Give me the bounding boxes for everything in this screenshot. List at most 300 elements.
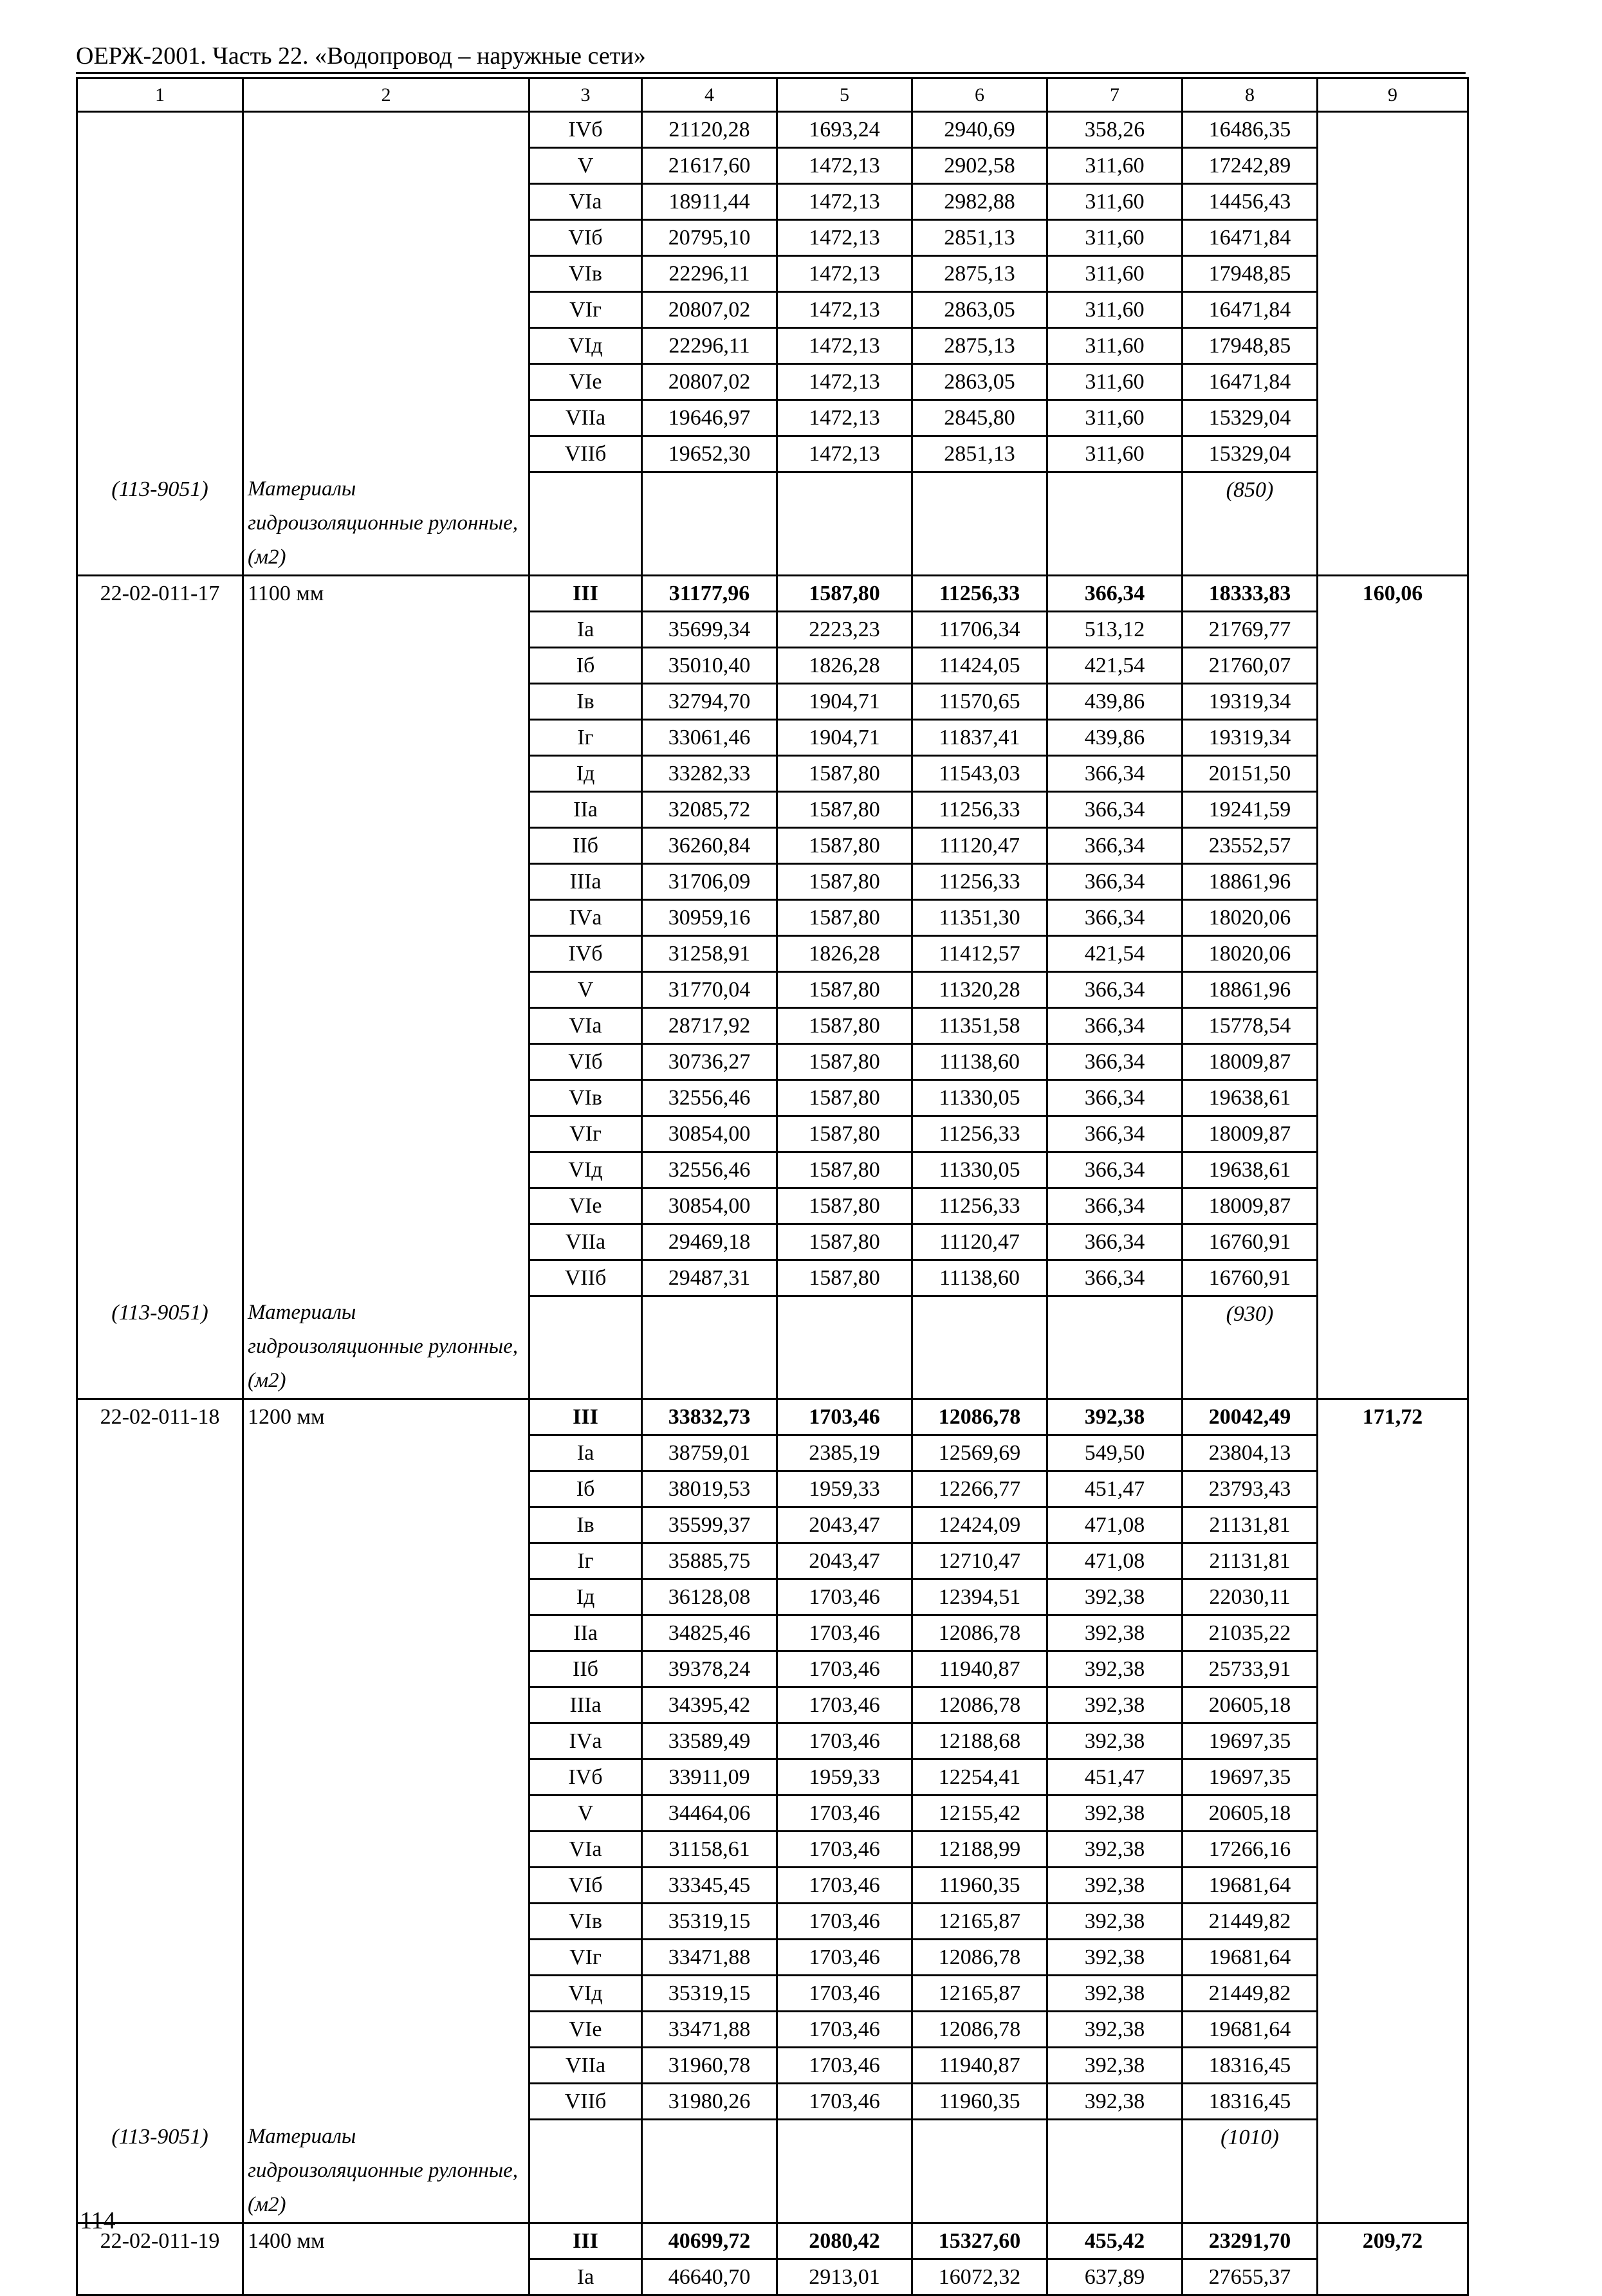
wages-cell: 1587,80	[777, 899, 912, 935]
wages-cell: 1587,80	[777, 1116, 912, 1152]
zone-cell: IVа	[529, 899, 642, 935]
description-cell	[243, 827, 529, 863]
wages-cell: 1703,46	[777, 1940, 912, 1976]
code-cell	[77, 112, 243, 148]
table-row	[77, 2048, 1468, 2084]
machines-cell: 11412,57	[912, 935, 1047, 971]
zone-cell: IVб	[529, 935, 642, 971]
zone-cell	[529, 2120, 642, 2223]
column-header-2: 2	[243, 78, 529, 112]
code-cell	[77, 2259, 243, 2295]
description-cell: 1100 мм	[243, 575, 529, 611]
table-row	[77, 184, 1468, 220]
wages-cell: 1587,80	[777, 791, 912, 827]
labor-cell	[1318, 1759, 1468, 1795]
code-cell	[77, 1471, 243, 1507]
machinist-wages-cell: 513,12	[1047, 611, 1183, 647]
zone-cell: VIб	[529, 1868, 642, 1904]
zone-cell: VIг	[529, 292, 642, 328]
labor-cell	[1318, 1795, 1468, 1832]
code-cell	[77, 148, 243, 184]
machines-cell: 12188,99	[912, 1832, 1047, 1868]
total-cost-cell: 22296,11	[642, 256, 777, 292]
description-cell	[243, 436, 529, 472]
materials-cell: 18861,96	[1183, 863, 1318, 899]
zone-cell: VIд	[529, 1152, 642, 1188]
materials-cell: 16760,91	[1183, 1260, 1318, 1296]
labor-cell	[1318, 1904, 1468, 1940]
table-row	[77, 2084, 1468, 2120]
materials-cell: (850)	[1183, 472, 1318, 576]
labor-cell	[1318, 1471, 1468, 1507]
code-cell	[77, 827, 243, 863]
machinist-wages-cell: 366,34	[1047, 575, 1183, 611]
description-cell	[243, 1152, 529, 1188]
materials-cell: 23552,57	[1183, 827, 1318, 863]
machinist-wages-cell: 455,42	[1047, 2223, 1183, 2259]
description-cell	[243, 1940, 529, 1976]
materials-cell: 23804,13	[1183, 1435, 1318, 1471]
materials-cell: 21769,77	[1183, 611, 1318, 647]
wages-cell: 1587,80	[777, 575, 912, 611]
column-header-4: 4	[642, 78, 777, 112]
zone-cell: VIIа	[529, 400, 642, 436]
wages-cell: 1472,13	[777, 148, 912, 184]
labor-cell	[1318, 1723, 1468, 1759]
labor-cell	[1318, 2120, 1468, 2223]
labor-cell	[1318, 1043, 1468, 1079]
labor-cell	[1318, 1940, 1468, 1976]
zone-cell: V	[529, 971, 642, 1007]
materials-cell: 19638,61	[1183, 1152, 1318, 1188]
zone-cell: IIIа	[529, 1687, 642, 1723]
code-cell	[77, 1579, 243, 1615]
zone-cell: Iв	[529, 1507, 642, 1543]
labor-cell	[1318, 292, 1468, 328]
total-cost-cell: 35319,15	[642, 1976, 777, 2012]
table-row	[77, 935, 1468, 971]
total-cost-cell: 21120,28	[642, 112, 777, 148]
table-row	[77, 1260, 1468, 1296]
material-row	[77, 2120, 1468, 2223]
total-cost-cell: 33589,49	[642, 1723, 777, 1759]
machinist-wages-cell	[1047, 2120, 1183, 2223]
table-body	[77, 112, 1468, 2295]
description-cell	[243, 256, 529, 292]
machinist-wages-cell: 392,38	[1047, 1868, 1183, 1904]
zone-cell: IVа	[529, 1723, 642, 1759]
machines-cell: 12394,51	[912, 1579, 1047, 1615]
material-row	[77, 472, 1468, 576]
labor-cell	[1318, 1152, 1468, 1188]
machinist-wages-cell: 392,38	[1047, 1976, 1183, 2012]
machines-cell: 12254,41	[912, 1759, 1047, 1795]
machinist-wages-cell: 392,38	[1047, 1904, 1183, 1940]
code-cell	[77, 1224, 243, 1260]
machines-cell: 12086,78	[912, 1940, 1047, 1976]
labor-cell	[1318, 971, 1468, 1007]
wages-cell: 1703,46	[777, 2012, 912, 2048]
code-cell	[77, 292, 243, 328]
machines-cell: 12086,78	[912, 2012, 1047, 2048]
labor-cell	[1318, 1687, 1468, 1723]
table-row	[77, 1152, 1468, 1188]
zone-cell: VIд	[529, 328, 642, 364]
code-cell	[77, 899, 243, 935]
code-cell	[77, 184, 243, 220]
column-number-row	[77, 78, 1468, 112]
table-row	[77, 1579, 1468, 1615]
machinist-wages-cell: 366,34	[1047, 1007, 1183, 1043]
machines-cell: 12569,69	[912, 1435, 1047, 1471]
labor-cell	[1318, 256, 1468, 292]
zone-cell: Iг	[529, 1543, 642, 1579]
zone-cell: III	[529, 575, 642, 611]
total-cost-cell: 19646,97	[642, 400, 777, 436]
labor-cell	[1318, 1260, 1468, 1296]
materials-cell: 15778,54	[1183, 1007, 1318, 1043]
machinist-wages-cell: 392,38	[1047, 1832, 1183, 1868]
materials-cell: 18020,06	[1183, 935, 1318, 971]
wages-cell: 1587,80	[777, 1079, 912, 1116]
wages-cell: 1472,13	[777, 436, 912, 472]
machines-cell: 12165,87	[912, 1904, 1047, 1940]
labor-cell	[1318, 1976, 1468, 2012]
total-cost-cell: 33345,45	[642, 1868, 777, 1904]
materials-cell: 18316,45	[1183, 2084, 1318, 2120]
table-row	[77, 755, 1468, 791]
materials-cell: (930)	[1183, 1296, 1318, 1399]
labor-cell	[1318, 436, 1468, 472]
code-cell	[77, 863, 243, 899]
code-cell	[77, 1651, 243, 1687]
description-cell	[243, 935, 529, 971]
page-title: ОЕРЖ-2001. Часть 22. «Водопровод – наружные сети»	[76, 42, 646, 69]
code-cell: 22-02-011-19	[77, 2223, 243, 2259]
labor-cell	[1318, 863, 1468, 899]
materials-cell: 18316,45	[1183, 2048, 1318, 2084]
table-row	[77, 1007, 1468, 1043]
labor-cell	[1318, 1007, 1468, 1043]
code-cell	[77, 2012, 243, 2048]
materials-cell: 21035,22	[1183, 1615, 1318, 1651]
code-cell: (113-9051)	[77, 472, 243, 576]
table-row	[77, 575, 1468, 611]
machines-cell: 2863,05	[912, 364, 1047, 400]
description-cell	[243, 2012, 529, 2048]
description-cell	[243, 647, 529, 683]
code-cell	[77, 1507, 243, 1543]
zone-cell: V	[529, 1795, 642, 1832]
zone-cell: III	[529, 2223, 642, 2259]
machines-cell: 2902,58	[912, 148, 1047, 184]
table-row	[77, 2012, 1468, 2048]
table-row	[77, 1399, 1468, 1435]
machines-cell: 2851,13	[912, 436, 1047, 472]
total-cost-cell: 32556,46	[642, 1152, 777, 1188]
table-row	[77, 1651, 1468, 1687]
description-cell	[243, 2259, 529, 2295]
machines-cell	[912, 2120, 1047, 2223]
total-cost-cell	[642, 1296, 777, 1399]
materials-cell: 19319,34	[1183, 683, 1318, 719]
total-cost-cell: 33832,73	[642, 1399, 777, 1435]
table-row	[77, 1868, 1468, 1904]
wages-cell: 1703,46	[777, 1651, 912, 1687]
wages-cell	[777, 472, 912, 576]
description-cell	[243, 2084, 529, 2120]
zone-cell: IVб	[529, 112, 642, 148]
zone-cell: Iд	[529, 1579, 642, 1615]
labor-cell	[1318, 2084, 1468, 2120]
table-row	[77, 827, 1468, 863]
code-cell	[77, 935, 243, 971]
machines-cell: 2863,05	[912, 292, 1047, 328]
wages-cell: 1472,13	[777, 292, 912, 328]
total-cost-cell: 31177,96	[642, 575, 777, 611]
total-cost-cell: 35319,15	[642, 1904, 777, 1940]
labor-cell	[1318, 364, 1468, 400]
description-cell	[243, 755, 529, 791]
machinist-wages-cell: 471,08	[1047, 1543, 1183, 1579]
wages-cell: 1904,71	[777, 719, 912, 755]
wages-cell: 1703,46	[777, 1723, 912, 1759]
materials-cell: 18009,87	[1183, 1116, 1318, 1152]
machines-cell: 11256,33	[912, 1188, 1047, 1224]
machinist-wages-cell: 366,34	[1047, 899, 1183, 935]
labor-cell: 171,72	[1318, 1399, 1468, 1435]
table-row	[77, 863, 1468, 899]
wages-cell: 1472,13	[777, 220, 912, 256]
zone-cell: Iв	[529, 683, 642, 719]
wages-cell: 1587,80	[777, 755, 912, 791]
total-cost-cell: 35885,75	[642, 1543, 777, 1579]
materials-cell: 16760,91	[1183, 1224, 1318, 1260]
total-cost-cell: 20807,02	[642, 364, 777, 400]
description-cell	[243, 1976, 529, 2012]
machines-cell: 11120,47	[912, 1224, 1047, 1260]
code-cell: (113-9051)	[77, 1296, 243, 1399]
column-header-7: 7	[1047, 78, 1183, 112]
description-cell	[243, 1471, 529, 1507]
wages-cell: 1472,13	[777, 256, 912, 292]
code-cell: 22-02-011-18	[77, 1399, 243, 1435]
wages-cell: 2385,19	[777, 1435, 912, 1471]
zone-cell: VIIб	[529, 1260, 642, 1296]
machines-cell: 11138,60	[912, 1043, 1047, 1079]
machinist-wages-cell: 311,60	[1047, 292, 1183, 328]
materials-cell: 15329,04	[1183, 436, 1318, 472]
wages-cell	[777, 1296, 912, 1399]
machines-cell	[912, 472, 1047, 576]
labor-cell	[1318, 827, 1468, 863]
description-cell	[243, 611, 529, 647]
total-cost-cell: 30959,16	[642, 899, 777, 935]
table-row	[77, 148, 1468, 184]
zone-cell: VIIб	[529, 2084, 642, 2120]
total-cost-cell: 33471,88	[642, 1940, 777, 1976]
total-cost-cell: 39378,24	[642, 1651, 777, 1687]
wages-cell: 1587,80	[777, 971, 912, 1007]
machinist-wages-cell: 392,38	[1047, 2084, 1183, 2120]
description-cell	[243, 1224, 529, 1260]
total-cost-cell: 32556,46	[642, 1079, 777, 1116]
materials-cell: 14456,43	[1183, 184, 1318, 220]
page-number: 114	[80, 2207, 116, 2234]
machinist-wages-cell: 421,54	[1047, 935, 1183, 971]
total-cost-cell: 46640,70	[642, 2259, 777, 2295]
wages-cell: 1587,80	[777, 1152, 912, 1188]
labor-cell: 209,72	[1318, 2223, 1468, 2259]
wages-cell: 1472,13	[777, 364, 912, 400]
header-divider	[76, 72, 1466, 74]
total-cost-cell: 31980,26	[642, 2084, 777, 2120]
wages-cell: 1587,80	[777, 1260, 912, 1296]
zone-cell: VIIа	[529, 1224, 642, 1260]
labor-cell	[1318, 647, 1468, 683]
materials-cell: 23291,70	[1183, 2223, 1318, 2259]
labor-cell	[1318, 148, 1468, 184]
machinist-wages-cell: 392,38	[1047, 1651, 1183, 1687]
code-cell	[77, 1152, 243, 1188]
materials-cell: 16471,84	[1183, 292, 1318, 328]
labor-cell	[1318, 1296, 1468, 1399]
table-row	[77, 220, 1468, 256]
page-header	[76, 40, 1466, 72]
zone-cell: IVб	[529, 1759, 642, 1795]
wages-cell: 1472,13	[777, 328, 912, 364]
machines-cell: 11940,87	[912, 2048, 1047, 2084]
machines-cell: 11424,05	[912, 647, 1047, 683]
description-cell	[243, 1188, 529, 1224]
total-cost-cell: 34395,42	[642, 1687, 777, 1723]
machinist-wages-cell: 637,89	[1047, 2259, 1183, 2295]
labor-cell	[1318, 1116, 1468, 1152]
labor-cell	[1318, 1868, 1468, 1904]
machinist-wages-cell: 311,60	[1047, 184, 1183, 220]
machinist-wages-cell: 471,08	[1047, 1507, 1183, 1543]
code-cell	[77, 647, 243, 683]
wages-cell	[777, 2120, 912, 2223]
description-cell: Материалы гидроизоляционные рулонные, (м2)	[243, 1296, 529, 1399]
table-row	[77, 1116, 1468, 1152]
code-cell: (113-9051)	[77, 2120, 243, 2223]
total-cost-cell: 18911,44	[642, 184, 777, 220]
zone-cell: VIе	[529, 2012, 642, 2048]
zone-cell: Iа	[529, 611, 642, 647]
labor-cell	[1318, 328, 1468, 364]
machines-cell: 12086,78	[912, 1687, 1047, 1723]
wages-cell: 1959,33	[777, 1759, 912, 1795]
materials-cell: 16486,35	[1183, 112, 1318, 148]
table-row	[77, 1188, 1468, 1224]
total-cost-cell: 40699,72	[642, 2223, 777, 2259]
wages-cell: 1693,24	[777, 112, 912, 148]
wages-cell: 1703,46	[777, 1687, 912, 1723]
total-cost-cell: 31158,61	[642, 1832, 777, 1868]
zone-cell: Iд	[529, 755, 642, 791]
description-cell: Материалы гидроизоляционные рулонные, (м2)	[243, 472, 529, 576]
machinist-wages-cell: 366,34	[1047, 791, 1183, 827]
table-row	[77, 1079, 1468, 1116]
zone-cell: VIв	[529, 1904, 642, 1940]
machinist-wages-cell: 366,34	[1047, 863, 1183, 899]
description-cell	[243, 1043, 529, 1079]
code-cell	[77, 1868, 243, 1904]
zone-cell: III	[529, 1399, 642, 1435]
code-cell	[77, 1904, 243, 1940]
column-header-8: 8	[1183, 78, 1318, 112]
machinist-wages-cell: 311,60	[1047, 328, 1183, 364]
total-cost-cell: 35699,34	[642, 611, 777, 647]
machines-cell: 11351,30	[912, 899, 1047, 935]
machines-cell: 11120,47	[912, 827, 1047, 863]
machinist-wages-cell: 366,34	[1047, 1043, 1183, 1079]
machines-cell: 11960,35	[912, 1868, 1047, 1904]
total-cost-cell: 36128,08	[642, 1579, 777, 1615]
machinist-wages-cell: 311,60	[1047, 364, 1183, 400]
materials-cell: 19681,64	[1183, 2012, 1318, 2048]
wages-cell: 1703,46	[777, 1976, 912, 2012]
machinist-wages-cell: 392,38	[1047, 1723, 1183, 1759]
machines-cell: 11138,60	[912, 1260, 1047, 1296]
wages-cell: 2043,47	[777, 1543, 912, 1579]
zone-cell: VIд	[529, 1976, 642, 2012]
description-cell	[243, 328, 529, 364]
wages-cell: 1587,80	[777, 1007, 912, 1043]
code-cell	[77, 1079, 243, 1116]
machinist-wages-cell: 392,38	[1047, 1940, 1183, 1976]
machinist-wages-cell	[1047, 1296, 1183, 1399]
total-cost-cell: 38019,53	[642, 1471, 777, 1507]
materials-cell: 19681,64	[1183, 1940, 1318, 1976]
description-cell	[243, 184, 529, 220]
materials-cell: 20605,18	[1183, 1795, 1318, 1832]
materials-cell: 18009,87	[1183, 1188, 1318, 1224]
description-cell	[243, 148, 529, 184]
materials-cell: 21131,81	[1183, 1543, 1318, 1579]
table-row	[77, 400, 1468, 436]
wages-cell: 1587,80	[777, 863, 912, 899]
labor-cell	[1318, 2048, 1468, 2084]
machinist-wages-cell: 366,34	[1047, 1079, 1183, 1116]
machinist-wages-cell: 366,34	[1047, 1224, 1183, 1260]
machinist-wages-cell: 366,34	[1047, 1188, 1183, 1224]
materials-cell: 19681,64	[1183, 1868, 1318, 1904]
table-row	[77, 1507, 1468, 1543]
wages-cell: 1703,46	[777, 1399, 912, 1435]
description-cell	[243, 220, 529, 256]
machinist-wages-cell	[1047, 472, 1183, 576]
total-cost-cell: 31960,78	[642, 2048, 777, 2084]
code-cell: 22-02-011-17	[77, 575, 243, 611]
machines-cell: 12424,09	[912, 1507, 1047, 1543]
code-cell	[77, 1116, 243, 1152]
description-cell	[243, 1615, 529, 1651]
code-cell	[77, 1832, 243, 1868]
total-cost-cell: 31706,09	[642, 863, 777, 899]
labor-cell	[1318, 791, 1468, 827]
wages-cell: 2080,42	[777, 2223, 912, 2259]
description-cell	[243, 1795, 529, 1832]
zone-cell: VIв	[529, 256, 642, 292]
materials-cell: 19697,35	[1183, 1723, 1318, 1759]
machinist-wages-cell: 311,60	[1047, 400, 1183, 436]
column-header-9: 9	[1318, 78, 1468, 112]
table-row	[77, 1976, 1468, 2012]
description-cell: 1200 мм	[243, 1399, 529, 1435]
machinist-wages-cell: 392,38	[1047, 1687, 1183, 1723]
